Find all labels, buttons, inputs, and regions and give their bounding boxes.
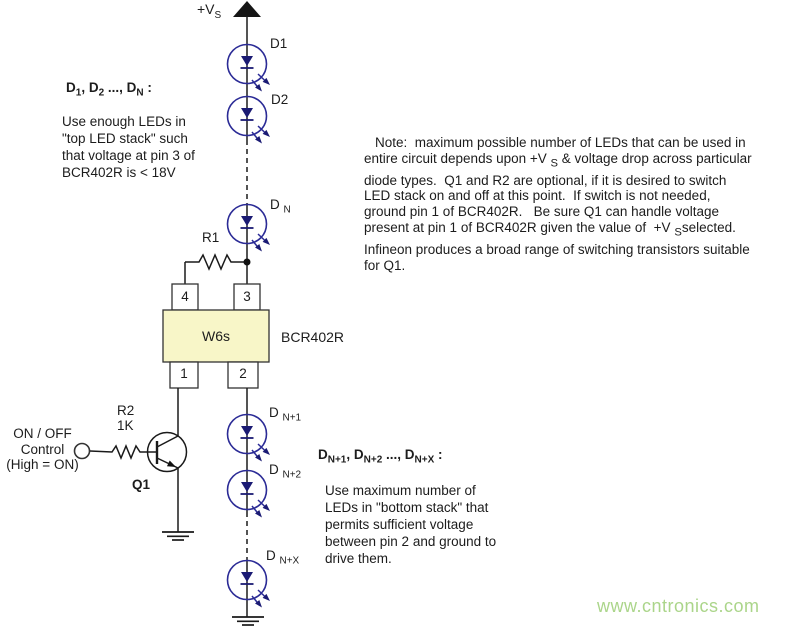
control-line2: Control — [20, 441, 65, 457]
pin-1-label: 1 — [180, 366, 188, 381]
pin-3-label: 3 — [243, 289, 251, 304]
led-d1-symbol — [228, 45, 272, 94]
label-q1: Q1 — [132, 477, 151, 492]
control-label — [0, 426, 85, 473]
label-d1: D1 — [270, 36, 288, 51]
r2-label — [117, 404, 134, 433]
label-r1: R1 — [202, 230, 220, 245]
led-dn-symbol — [228, 205, 272, 254]
ic-marking-label: W6s — [202, 328, 230, 344]
supply-arrow — [233, 1, 261, 17]
ground-symbol-bottom — [232, 617, 264, 625]
main-note: Note: maximum possible number of LEDs that can be used in entire circuit depends upon +V $_S$ & voltage drop across particular diode types. Q1 and R2 are optional, if it is desired to switch LED stack on and off at this point. If switch is not needed, ground pin 1 of BCR402R. Be sure Q1 can handle voltage present at pin 1 of BCR402R given the value of +V $_S$selected. Infineon produces a broad range of switching transistors suitable for Q1. — [364, 135, 752, 273]
supply-label: $+V_S$ — [197, 1, 222, 21]
label-dn: D $_N$ — [270, 197, 291, 216]
top-note-header: $D_1$, $D_2$ ..., $D_N$ : — [66, 80, 152, 99]
r2-designator: R2 — [117, 403, 135, 418]
top-note-body: Use enough LEDs in "top LED stack" such that voltage at pin 3 of BCR402R is < 18V — [62, 114, 195, 180]
resistor-r2-symbol — [90, 446, 157, 458]
control-line1: ON / OFF — [13, 426, 72, 441]
bottom-note-header: $D_{N+1}$, $D_{N+2}$ ..., $D_{N+X}$ : — [318, 447, 443, 466]
ic-part-number-label: BCR402R — [281, 329, 345, 345]
led-dn1-symbol — [228, 415, 272, 464]
transistor-q1-symbol — [148, 388, 187, 532]
bottom-note-body: Use maximum number of LEDs in "bottom stack" that permits sufficient voltage between pin 2 and ground to drive them. — [325, 483, 497, 566]
junction-dot — [244, 259, 251, 266]
pin-4-label: 4 — [181, 289, 189, 304]
label-d2: D2 — [271, 92, 289, 107]
led-d2-symbol — [228, 97, 272, 146]
r2-value: 1K — [117, 417, 134, 433]
led-dn2-symbol — [228, 471, 272, 520]
label-dn1: D $_{N+1}$ — [269, 405, 302, 424]
resistor-r1-symbol — [185, 255, 247, 284]
label-dnx: D $_{N+X}$ — [266, 548, 300, 567]
control-line3: (High = ON) — [6, 457, 79, 472]
pin-2-label: 2 — [239, 366, 247, 381]
ground-symbol-q1 — [162, 532, 194, 540]
label-dn2: D $_{N+2}$ — [269, 462, 302, 481]
watermark: www.cntronics.com — [597, 596, 760, 616]
